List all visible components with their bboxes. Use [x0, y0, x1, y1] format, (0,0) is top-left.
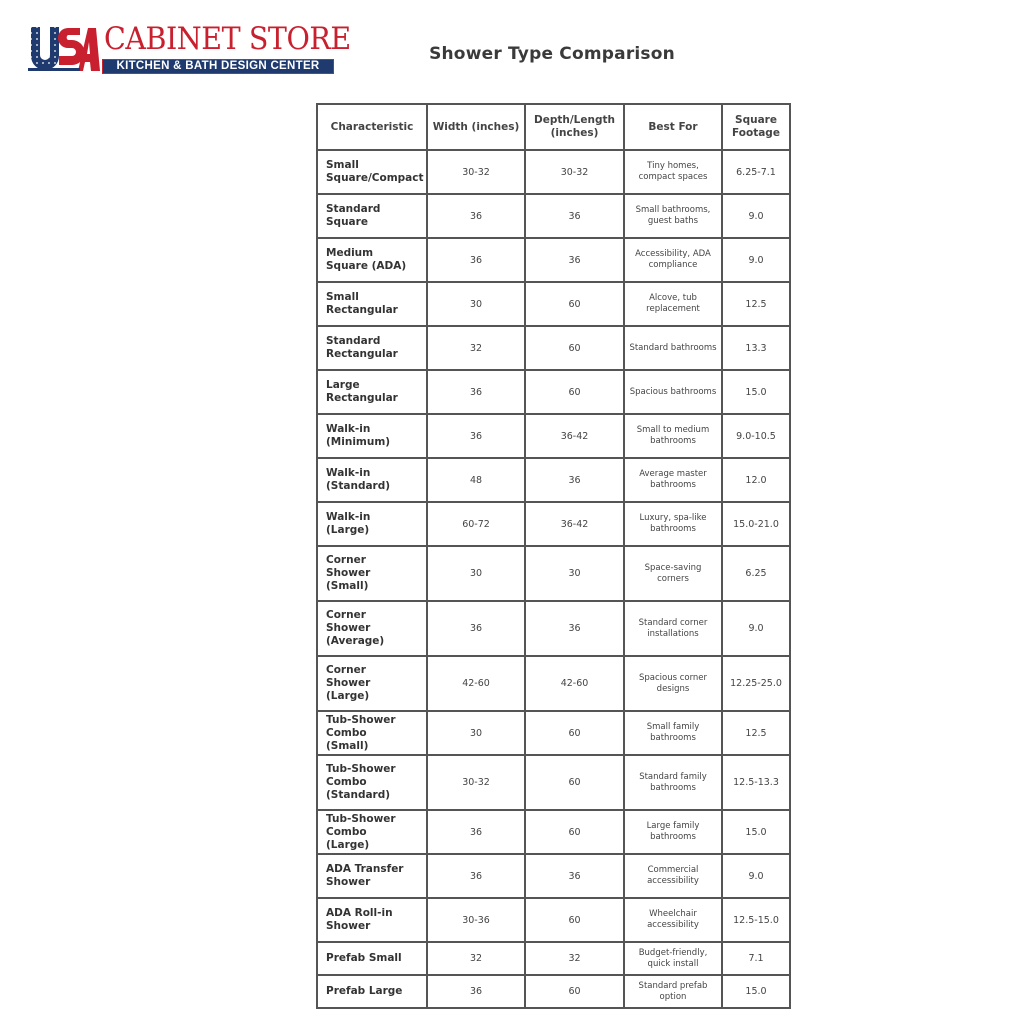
cell-best-for: Standard family bathrooms	[624, 755, 722, 810]
header-depth: Depth/Length (inches)	[525, 104, 624, 150]
cell-width: 36	[427, 370, 525, 414]
cell-best-for: Large family bathrooms	[624, 810, 722, 854]
cell-characteristic: Corner Shower (Large)	[317, 656, 427, 711]
table-row	[317, 326, 790, 370]
table-row	[317, 194, 790, 238]
usa-flag-logo-icon	[28, 24, 100, 74]
cell-square-footage: 6.25	[722, 546, 790, 601]
cell-width: 36	[427, 854, 525, 898]
table-row	[317, 414, 790, 458]
cell-characteristic: Walk-in (Large)	[317, 502, 427, 546]
cell-square-footage: 15.0	[722, 975, 790, 1008]
table-row	[317, 854, 790, 898]
cell-characteristic: Small Rectangular	[317, 282, 427, 326]
cell-depth: 36	[525, 854, 624, 898]
cell-square-footage: 12.5	[722, 711, 790, 755]
table-row	[317, 458, 790, 502]
cell-square-footage: 15.0	[722, 810, 790, 854]
cell-best-for: Accessibility, ADA compliance	[624, 238, 722, 282]
cell-square-footage: 9.0-10.5	[722, 414, 790, 458]
cell-depth: 30	[525, 546, 624, 601]
cell-characteristic: Standard Rectangular	[317, 326, 427, 370]
table-body	[317, 150, 790, 1008]
cell-characteristic: ADA Transfer Shower	[317, 854, 427, 898]
table-row	[317, 975, 790, 1008]
cell-characteristic: Prefab Small	[317, 942, 427, 975]
cell-width: 42-60	[427, 656, 525, 711]
header-width: Width (inches)	[427, 104, 525, 150]
header-best-for: Best For	[624, 104, 722, 150]
cell-width: 36	[427, 414, 525, 458]
table-row	[317, 601, 790, 656]
cell-width: 36	[427, 601, 525, 656]
cell-depth: 36	[525, 601, 624, 656]
cell-depth: 60	[525, 898, 624, 942]
page-title: Shower Type Comparison	[429, 44, 675, 64]
cell-depth: 30-32	[525, 150, 624, 194]
cell-characteristic: Small Square/Compact	[317, 150, 427, 194]
cell-square-footage: 6.25-7.1	[722, 150, 790, 194]
cell-characteristic: Walk-in (Minimum)	[317, 414, 427, 458]
cell-depth: 36-42	[525, 414, 624, 458]
cell-square-footage: 9.0	[722, 194, 790, 238]
cell-square-footage: 12.5-13.3	[722, 755, 790, 810]
cell-characteristic: Standard Square	[317, 194, 427, 238]
cell-depth: 36-42	[525, 502, 624, 546]
cell-best-for: Standard bathrooms	[624, 326, 722, 370]
cell-best-for: Alcove, tub replacement	[624, 282, 722, 326]
cell-square-footage: 13.3	[722, 326, 790, 370]
cell-characteristic: Medium Square (ADA)	[317, 238, 427, 282]
cell-best-for: Average master bathrooms	[624, 458, 722, 502]
cell-width: 32	[427, 942, 525, 975]
cell-square-footage: 12.5-15.0	[722, 898, 790, 942]
cell-best-for: Small to medium bathrooms	[624, 414, 722, 458]
cell-square-footage: 12.25-25.0	[722, 656, 790, 711]
cell-characteristic: Large Rectangular	[317, 370, 427, 414]
table-row	[317, 370, 790, 414]
cell-characteristic: Tub-Shower Combo (Standard)	[317, 755, 427, 810]
cell-depth: 60	[525, 326, 624, 370]
cell-width: 36	[427, 975, 525, 1008]
table-row	[317, 898, 790, 942]
table-header-row	[317, 104, 790, 150]
cell-width: 30-32	[427, 755, 525, 810]
cell-width: 60-72	[427, 502, 525, 546]
cell-depth: 60	[525, 975, 624, 1008]
cell-characteristic: Corner Shower (Average)	[317, 601, 427, 656]
cell-best-for: Space-saving corners	[624, 546, 722, 601]
table-row	[317, 711, 790, 755]
cell-width: 36	[427, 194, 525, 238]
cell-best-for: Spacious corner designs	[624, 656, 722, 711]
cell-width: 30	[427, 546, 525, 601]
table-row	[317, 238, 790, 282]
cell-depth: 60	[525, 711, 624, 755]
cell-width: 30-36	[427, 898, 525, 942]
cell-depth: 36	[525, 194, 624, 238]
table-row	[317, 150, 790, 194]
cell-best-for: Small family bathrooms	[624, 711, 722, 755]
cell-characteristic: ADA Roll-in Shower	[317, 898, 427, 942]
cell-square-footage: 12.0	[722, 458, 790, 502]
table-row	[317, 282, 790, 326]
cell-depth: 42-60	[525, 656, 624, 711]
cell-characteristic: Tub-Shower Combo (Small)	[317, 711, 427, 755]
cell-best-for: Spacious bathrooms	[624, 370, 722, 414]
brand-tagline: KITCHEN & BATH DESIGN CENTER	[102, 59, 334, 74]
header-square-footage: Square Footage	[722, 104, 790, 150]
cell-square-footage: 9.0	[722, 601, 790, 656]
cell-best-for: Small bathrooms, guest baths	[624, 194, 722, 238]
table-row	[317, 942, 790, 975]
cell-depth: 60	[525, 370, 624, 414]
cell-best-for: Budget-friendly, quick install	[624, 942, 722, 975]
cell-best-for: Tiny homes, compact spaces	[624, 150, 722, 194]
brand-logo	[28, 21, 351, 78]
cell-characteristic: Tub-Shower Combo (Large)	[317, 810, 427, 854]
cell-width: 30	[427, 711, 525, 755]
cell-depth: 32	[525, 942, 624, 975]
cell-best-for: Commercial accessibility	[624, 854, 722, 898]
table-row	[317, 502, 790, 546]
header-characteristic: Characteristic	[317, 104, 427, 150]
table-row	[317, 546, 790, 601]
cell-square-footage: 15.0-21.0	[722, 502, 790, 546]
cell-depth: 60	[525, 810, 624, 854]
brand-name: CABINET STORE	[104, 21, 351, 57]
cell-square-footage: 7.1	[722, 942, 790, 975]
cell-square-footage: 9.0	[722, 238, 790, 282]
cell-characteristic: Prefab Large	[317, 975, 427, 1008]
cell-width: 48	[427, 458, 525, 502]
cell-best-for: Standard prefab option	[624, 975, 722, 1008]
cell-width: 30	[427, 282, 525, 326]
cell-square-footage: 12.5	[722, 282, 790, 326]
cell-characteristic: Walk-in (Standard)	[317, 458, 427, 502]
cell-best-for: Luxury, spa-like bathrooms	[624, 502, 722, 546]
table-row	[317, 755, 790, 810]
table-row	[317, 810, 790, 854]
cell-best-for: Wheelchair accessibility	[624, 898, 722, 942]
cell-width: 36	[427, 810, 525, 854]
cell-depth: 36	[525, 238, 624, 282]
cell-characteristic: Corner Shower (Small)	[317, 546, 427, 601]
cell-width: 32	[427, 326, 525, 370]
cell-width: 36	[427, 238, 525, 282]
cell-width: 30-32	[427, 150, 525, 194]
cell-depth: 60	[525, 282, 624, 326]
comparison-table	[316, 103, 791, 1009]
table-row	[317, 656, 790, 711]
cell-best-for: Standard corner installations	[624, 601, 722, 656]
cell-depth: 60	[525, 755, 624, 810]
cell-depth: 36	[525, 458, 624, 502]
cell-square-footage: 9.0	[722, 854, 790, 898]
cell-square-footage: 15.0	[722, 370, 790, 414]
